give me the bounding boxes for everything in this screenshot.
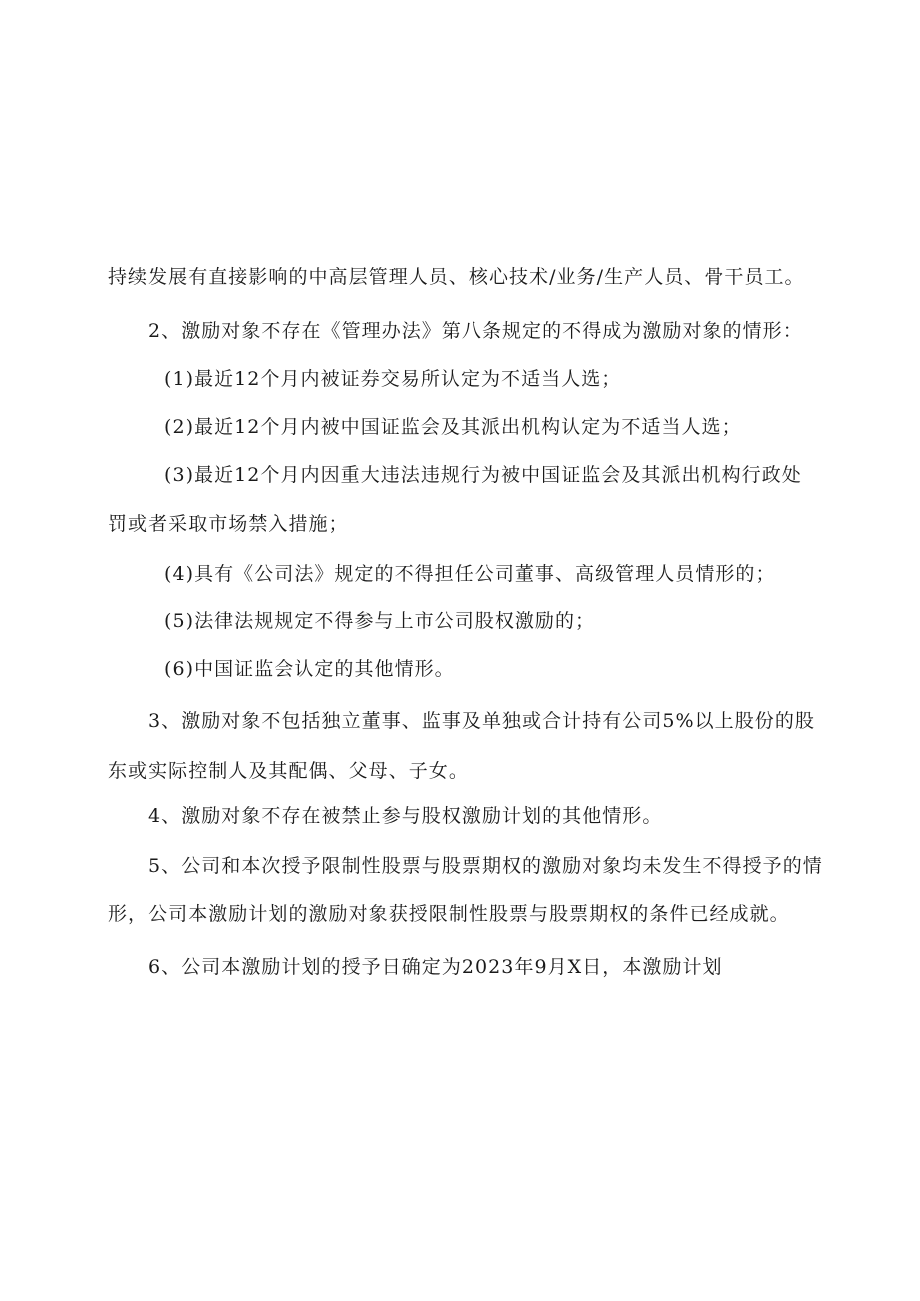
text-line-subitem-3-cont: 罚或者采取市场禁入措施； xyxy=(108,513,349,535)
text-line-item-3: 3、激励对象不包括独立董事、监事及单独或合计持有公司5%以上股份的股 xyxy=(148,710,815,732)
text-line-item-2: 2、激励对象不存在《管理办法》第八条规定的不得成为激励对象的情形： xyxy=(148,320,803,342)
text-line-item-3-cont: 东或实际控制人及其配偶、父母、子女。 xyxy=(108,760,469,782)
text-line-subitem-2: (2)最近12个月内被中国证监会及其派出机构认定为不适当人选； xyxy=(164,416,742,438)
text-line-continuation: 持续发展有直接影响的中高层管理人员、核心技术/业务/生产人员、骨干员工。 xyxy=(108,266,805,288)
text-line-subitem-6: (6)中国证监会认定的其他情形。 xyxy=(164,658,455,680)
text-line-subitem-3: (3)最近12个月内因重大违法违规行为被中国证监会及其派出机构行政处 xyxy=(164,464,802,486)
text-line-item-6: 6、公司本激励计划的授予日确定为2023年9月X日，本激励计划 xyxy=(148,956,723,978)
text-line-item-5: 5、公司和本次授予限制性股票与股票期权的激励对象均未发生不得授予的情 xyxy=(148,855,823,877)
text-line-subitem-4: (4)具有《公司法》规定的不得担任公司董事、高级管理人员情形的； xyxy=(164,563,776,585)
text-line-subitem-5: (5)法律法规规定不得参与上市公司股权激励的； xyxy=(164,610,596,632)
text-line-item-4: 4、激励对象不存在被禁止参与股权激励计划的其他情形。 xyxy=(148,805,663,827)
text-line-subitem-1: (1)最近12个月内被证券交易所认定为不适当人选； xyxy=(164,368,622,390)
text-line-item-5-cont: 形，公司本激励计划的激励对象获授限制性股票与股票期权的条件已经成就。 xyxy=(108,903,790,925)
